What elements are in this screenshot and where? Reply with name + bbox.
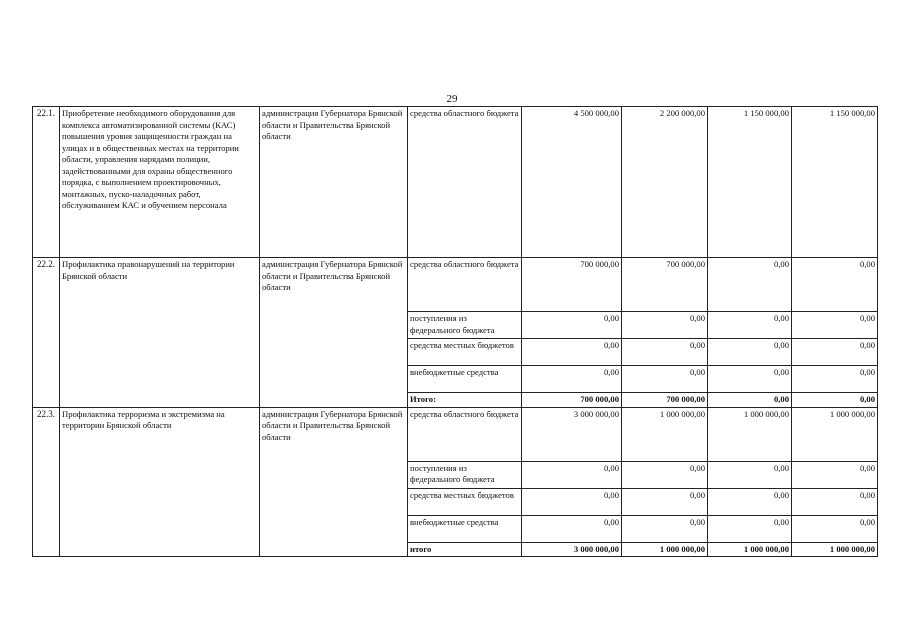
amount-year-3: 0,00 bbox=[792, 488, 878, 515]
amount-year-1: 1 000 000,00 bbox=[622, 542, 708, 557]
amount-year-3: 0,00 bbox=[792, 366, 878, 393]
funding-source: внебюджетные средства bbox=[408, 366, 522, 393]
amount-year-2: 1 000 000,00 bbox=[708, 542, 792, 557]
section-description: Профилактика терроризма и экстремизма на территории Брянской области bbox=[60, 407, 260, 557]
amount-year-2: 0,00 bbox=[708, 488, 792, 515]
amount-year-3: 1 000 000,00 bbox=[792, 542, 878, 557]
funding-source: средства местных бюджетов bbox=[408, 488, 522, 515]
amount-total: 700 000,00 bbox=[522, 393, 622, 408]
section-executor: администрация Губернатора Брянской области и Правительства Брянской области bbox=[260, 107, 408, 258]
amount-total: 0,00 bbox=[522, 366, 622, 393]
section-number: 22.2. bbox=[33, 258, 60, 408]
amount-year-3: 0,00 bbox=[792, 258, 878, 312]
amount-year-3: 1 000 000,00 bbox=[792, 407, 878, 461]
amount-year-2: 0,00 bbox=[708, 312, 792, 339]
amount-year-2: 1 150 000,00 bbox=[708, 107, 792, 258]
section-executor: администрация Губернатора Брянской области и Правительства Брянской области bbox=[260, 258, 408, 408]
amount-year-2: 0,00 bbox=[708, 366, 792, 393]
table-row bbox=[33, 107, 878, 258]
funding-source: средства местных бюджетов bbox=[408, 339, 522, 366]
page-number: 29 bbox=[446, 93, 458, 105]
section-description: Профилактика правонарушений на территории Брянской области bbox=[60, 258, 260, 408]
funding-source: средства областного бюджета bbox=[408, 258, 522, 312]
amount-year-2: 0,00 bbox=[708, 515, 792, 542]
amount-year-1: 700 000,00 bbox=[622, 258, 708, 312]
amount-year-3: 0,00 bbox=[792, 461, 878, 488]
amount-year-1: 0,00 bbox=[622, 366, 708, 393]
amount-year-2: 0,00 bbox=[708, 339, 792, 366]
amount-year-3: 0,00 bbox=[792, 339, 878, 366]
section-number: 22.1. bbox=[33, 107, 60, 258]
amount-year-1: 0,00 bbox=[622, 461, 708, 488]
amount-year-2: 0,00 bbox=[708, 258, 792, 312]
amount-total: 0,00 bbox=[522, 312, 622, 339]
total-label: Итого: bbox=[408, 393, 522, 408]
funding-source: средства областного бюджета bbox=[408, 407, 522, 461]
amount-year-2: 1 000 000,00 bbox=[708, 407, 792, 461]
table-row bbox=[33, 407, 878, 461]
amount-year-1: 0,00 bbox=[622, 339, 708, 366]
section-description: Приобретение необходимого оборудования для комплекса автоматизированной системы (КАС) повышения уровня защищенности граждан на улицах и в общественных местах на территории области, управления нарядами полиции, задействованными для охраны общественного порядка, с выполнением проектировочных, монтажных, пуско-наладочных работ, обслуживанием КАС и обучением персонала bbox=[60, 107, 260, 258]
funding-source: средства областного бюджета bbox=[408, 107, 522, 258]
amount-total: 3 000 000,00 bbox=[522, 542, 622, 557]
amount-total: 0,00 bbox=[522, 461, 622, 488]
amount-year-3: 0,00 bbox=[792, 312, 878, 339]
total-label: итого bbox=[408, 542, 522, 557]
amount-year-3: 0,00 bbox=[792, 393, 878, 408]
budget-table bbox=[32, 106, 878, 557]
section-number: 22.3. bbox=[33, 407, 60, 557]
amount-year-1: 1 000 000,00 bbox=[622, 407, 708, 461]
amount-year-3: 0,00 bbox=[792, 515, 878, 542]
amount-total: 0,00 bbox=[522, 339, 622, 366]
amount-total: 700 000,00 bbox=[522, 258, 622, 312]
amount-total: 0,00 bbox=[522, 488, 622, 515]
amount-year-1: 2 200 000,00 bbox=[622, 107, 708, 258]
amount-year-1: 0,00 bbox=[622, 515, 708, 542]
amount-total: 3 000 000,00 bbox=[522, 407, 622, 461]
amount-year-1: 0,00 bbox=[622, 488, 708, 515]
amount-year-3: 1 150 000,00 bbox=[792, 107, 878, 258]
table-row bbox=[33, 258, 878, 312]
funding-source: поступления из федерального бюджета bbox=[408, 461, 522, 488]
amount-total: 4 500 000,00 bbox=[522, 107, 622, 258]
amount-year-1: 700 000,00 bbox=[622, 393, 708, 408]
amount-year-1: 0,00 bbox=[622, 312, 708, 339]
amount-total: 0,00 bbox=[522, 515, 622, 542]
funding-source: поступления из федерального бюджета bbox=[408, 312, 522, 339]
section-executor: администрация Губернатора Брянской области и Правительства Брянской области bbox=[260, 407, 408, 557]
amount-year-2: 0,00 bbox=[708, 461, 792, 488]
amount-year-2: 0,00 bbox=[708, 393, 792, 408]
funding-source: внебюджетные средства bbox=[408, 515, 522, 542]
